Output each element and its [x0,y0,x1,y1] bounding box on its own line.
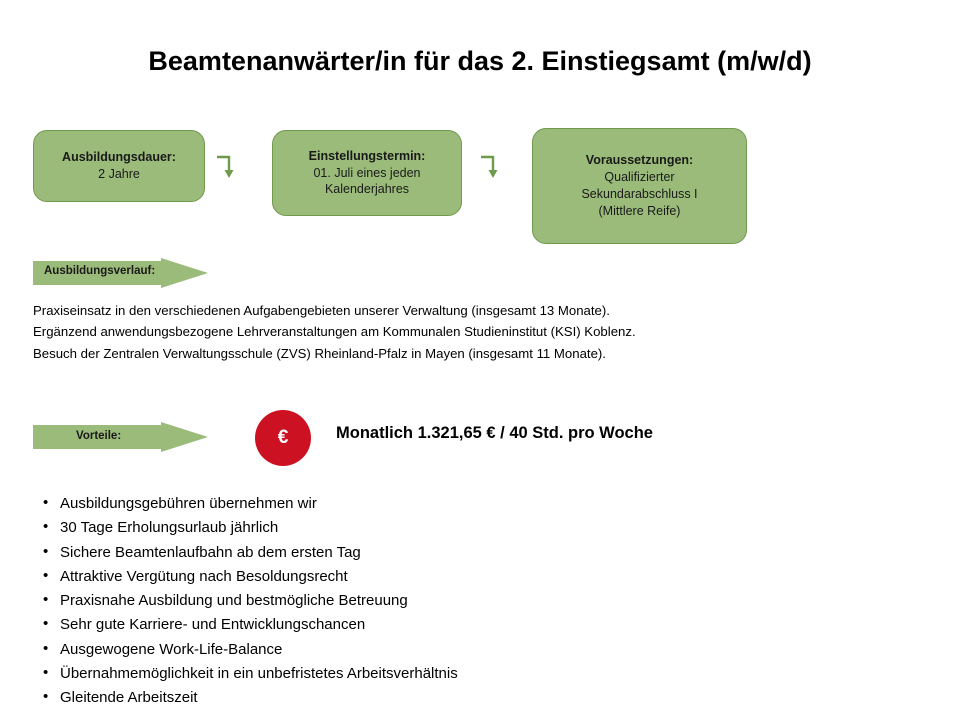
info-box-line: Qualifizierter [604,170,675,185]
benefits-list [40,492,800,711]
info-box-ausbildungsdauer [33,130,205,202]
info-box-line: Sekundarabschluss I [581,187,698,201]
info-box-voraussetzungen [532,128,747,244]
info-box-einstellungstermin [272,130,462,216]
paragraph-line-2: Ergänzend anwendungsbezogene Lehrveranstaltungen am Kommunalen Studieninstitut (KSI) Koblenz. [33,324,636,340]
info-box-line: 2 Jahre [98,167,140,181]
info-box-heading: Ausbildungsdauer: [62,150,176,165]
list-item: • Sichere Beamtenlaufbahn ab dem ersten Tag [60,541,800,565]
list-item: • Attraktive Vergütung nach Besoldungsrecht [60,565,800,589]
arrow-elbow-2-icon [478,152,508,182]
list-item: • 30 Tage Erholungsurlaub jährlich [60,516,800,540]
list-item: • Sehr gute Karriere- und Entwicklungschancen [60,613,800,637]
euro-icon: € [255,410,311,466]
list-item: • Praxisnahe Ausbildung und bestmögliche Betreuung [60,589,800,613]
info-box-heading: Voraussetzungen: [585,153,694,168]
info-box-heading: Einstellungstermin: [308,148,426,163]
page-title: Beamtenanwärter/in für das 2. Einstiegsamt (m/w/d) [148,46,812,76]
arrow-elbow-1-icon [214,152,244,182]
list-item: • Ausgewogene Work-Life-Balance [60,638,800,662]
info-box-line: (Mittlere Reife) [598,203,681,218]
banner-label-ausbildungsverlauf: Ausbildungsverlauf: [44,265,156,277]
banner-label-vorteile: Vorteile: [76,430,122,442]
ausbildungsverlauf-text [33,300,753,364]
list-item: • Übernahmemöglichkeit in ein unbefristetes Arbeitsverhältnis [60,662,800,686]
info-box-line: Kalenderjahres [324,182,410,197]
paragraph-line-1: Praxiseinsatz in den verschiedenen Aufgabengebieten unserer Verwaltung (insgesamt 13 Monate). [33,303,610,318]
list-item: • Gleitende Arbeitszeit [60,686,800,710]
list-item: • Ausbildungsgebühren übernehmen wir [60,492,800,516]
salary-text: Monatlich 1.321,65 € / 40 Std. pro Woche [336,424,653,442]
info-box-line: 01. Juli eines jeden [313,165,421,180]
paragraph-line-3: Besuch der Zentralen Verwaltungsschule (ZVS) Rheinland-Pfalz in Mayen (insgesamt 11 Monate). [33,345,606,361]
